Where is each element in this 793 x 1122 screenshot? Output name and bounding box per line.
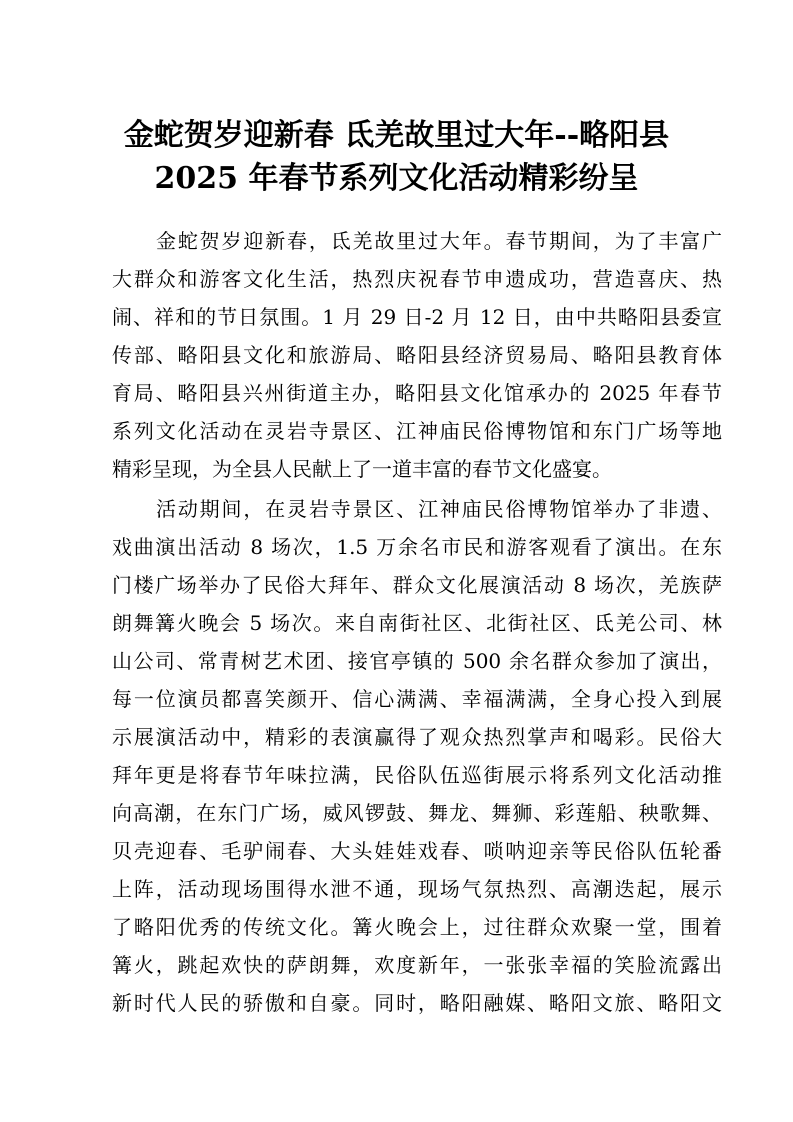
paragraph-line: 上阵，活动现场围得水泄不通，现场气氛热烈、高潮迭起，展示 xyxy=(112,877,722,901)
paragraph-line: 贝壳迎春、毛驴闹春、大头娃娃戏春、唢呐迎亲等民俗队伍轮番 xyxy=(112,839,722,863)
paragraph-line: 山公司、常青树艺术团、接官亭镇的 500 余名群众参加了演出， xyxy=(112,649,722,673)
paragraph-line: 新时代人民的骄傲和自豪。同时，略阳融媒、略阳文旅、略阳文 xyxy=(112,991,722,1015)
paragraph-line: 戏曲演出活动 8 场次，1.5 万余名市民和游客观看了演出。在东 xyxy=(112,535,722,559)
paragraph-line: 拜年更是将春节年味拉满，民俗队伍巡街展示将系列文化活动推 xyxy=(112,763,722,787)
paragraph-line: 了略阳优秀的传统文化。篝火晚会上，过往群众欢聚一堂，围着 xyxy=(112,915,722,939)
paragraph-line: 向高潮，在东门广场，威风锣鼓、舞龙、舞狮、彩莲船、秧歌舞、 xyxy=(112,801,722,825)
paragraph-line: 活动期间，在灵岩寺景区、江神庙民俗博物馆举办了非遗、 xyxy=(156,497,722,521)
paragraph-line: 系列文化活动在灵岩寺景区、江神庙民俗博物馆和东门广场等地 xyxy=(112,419,722,443)
paragraph-line: 示展演活动中，精彩的表演赢得了观众热烈掌声和喝彩。民俗大 xyxy=(112,725,722,749)
document-title-line-2: 2025 年春节系列文化活动精彩纷呈 xyxy=(154,161,639,196)
paragraph-1 xyxy=(112,222,722,488)
paragraph-line: 篝火，跳起欢快的萨朗舞，欢度新年，一张张幸福的笑脸流露出 xyxy=(112,953,722,977)
paragraph-line: 每一位演员都喜笑颜开、信心满满、幸福满满，全身心投入到展 xyxy=(112,687,722,711)
paragraph-line: 闹、祥和的节日氛围。1 月 29 日-2 月 12 日，由中共略阳县委宣 xyxy=(112,305,722,329)
paragraph-line: 传部、略阳县文化和旅游局、略阳县经济贸易局、略阳县教育体 xyxy=(112,343,722,367)
document-title-line-1: 金蛇贺岁迎新春 氐羌故里过大年--略阳县 xyxy=(123,118,670,153)
paragraph-line: 门楼广场举办了民俗大拜年、群众文化展演活动 8 场次，羌族萨 xyxy=(112,573,722,597)
paragraph-line: 金蛇贺岁迎新春，氐羌故里过大年。春节期间，为了丰富广 xyxy=(156,229,722,253)
paragraph-line: 朗舞篝火晚会 5 场次。来自南街社区、北街社区、氐羌公司、林 xyxy=(112,611,722,635)
paragraph-line: 育局、略阳县兴州街道主办，略阳县文化馆承办的 2025 年春节 xyxy=(112,381,722,405)
paragraph-2 xyxy=(112,490,722,1022)
paragraph-line: 大群众和游客文化生活，热烈庆祝春节申遗成功，营造喜庆、热 xyxy=(112,267,722,291)
paragraph-line: 精彩呈现，为全县人民献上了一道丰富的春节文化盛宴。 xyxy=(112,457,612,481)
